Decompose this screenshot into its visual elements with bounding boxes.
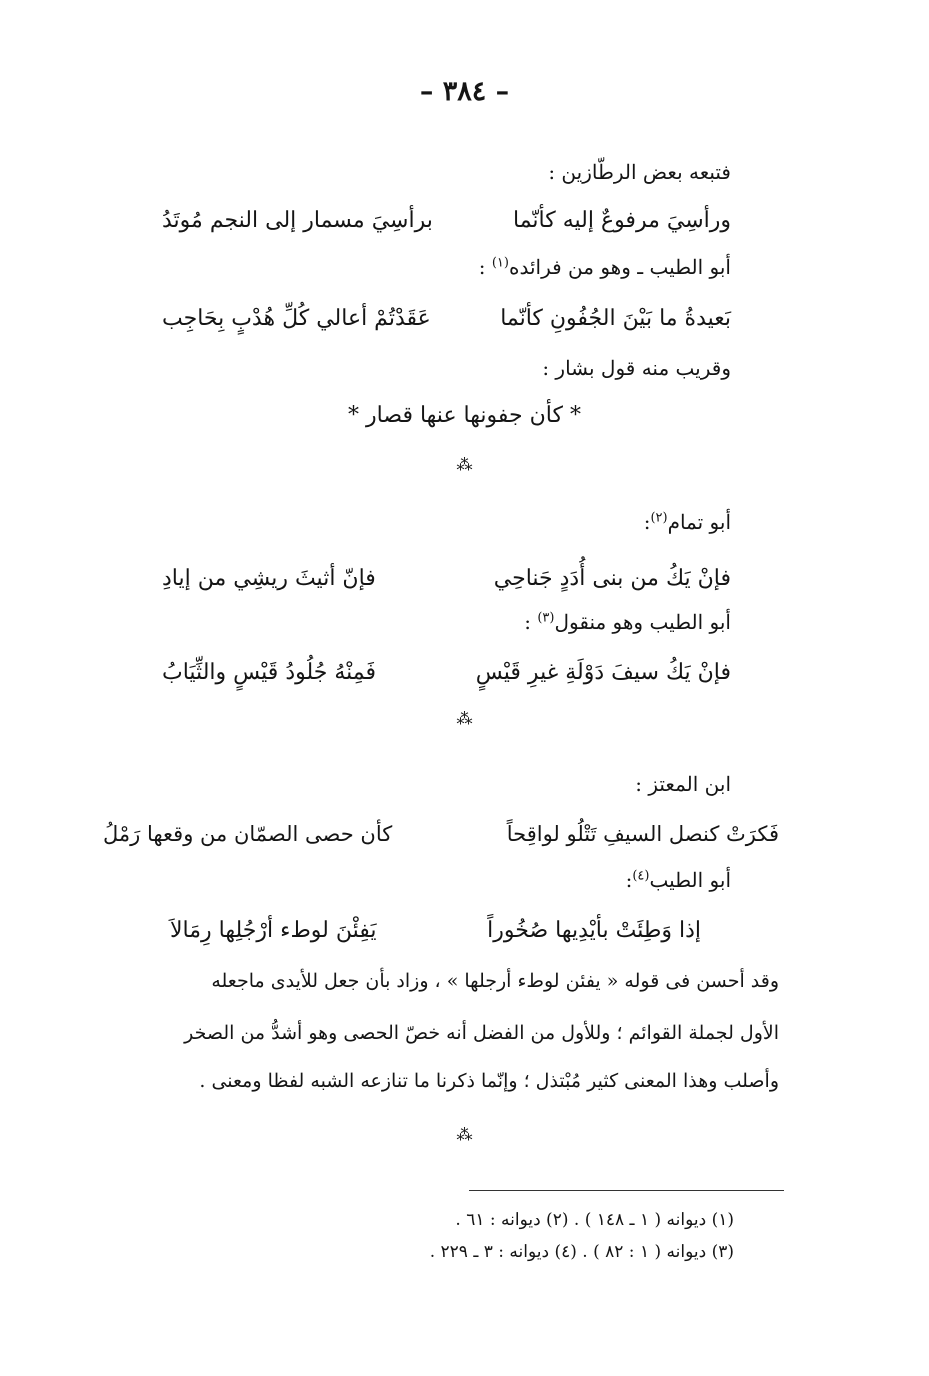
verse-first-hemistich: فَكرَتْ كنصل السيفِ تَتْلُو لواقِحاً [506, 822, 779, 846]
intro-line [644, 510, 731, 534]
intro-colon: : [625, 868, 633, 892]
page-number: – ٣٨٤ – [419, 76, 510, 107]
verse-first-hemistich: فإنْ يَكُ من بنى أُدَدٍ جَناحِي [493, 566, 731, 591]
intro-colon: : [643, 510, 651, 534]
prose-line: الأول لجملة القوائم ؛ وللأول من الفضل أنه خصّ الحصى وهو أشدُّ من الصخر [184, 1022, 779, 1044]
intro-text: أبو الطيب وهو منقول [554, 610, 731, 634]
verse-second-hemistich: فإنّ أثيثَ ريشِي من إيادِ [162, 566, 376, 591]
intro-text: أبو الطيب ـ وهو من فرائده [508, 255, 731, 279]
section-divider-stars: ⁂ [456, 455, 473, 474]
intro-line: فتبعه بعض الرطّازين : [548, 160, 731, 184]
verse-second-hemistich: عَقَدْتُمْ أعالي كُلِّ هُدْبٍ بِحَاجِب [162, 306, 431, 331]
footnote-ref: (٢) [650, 510, 668, 526]
verse-second-hemistich: فَمِنْهُ جُلُودُ قَيْسٍ والثِّيَابُ [162, 660, 377, 685]
verse-first-hemistich: إذا وَطِئَتْ بأيْدِيها صُخُوراً [487, 918, 701, 943]
verse-first-hemistich: فإنْ يَكُ سيفَ دَوْلَةِ غيرِ قَيْسٍ [475, 660, 731, 685]
verse-hemistich: * كأن جفونها عنها قصار * [348, 403, 581, 428]
intro-line [524, 610, 731, 634]
verse-first-hemistich: ورأسِيَ مرفوعٌ إليه كأنّما [512, 208, 731, 233]
intro-line [626, 868, 731, 892]
footnote-ref: (٣) [537, 610, 555, 626]
intro-line: وقريب منه قول بشار : [542, 356, 731, 380]
intro-text: أبو تمام [667, 510, 731, 534]
prose-line: وقد أحسن فى قوله « يفئن لوطء أرجلها » ، وزاد بأن جعل للأيدى ماجعله [211, 970, 779, 992]
intro-colon: : [478, 255, 492, 279]
footnote-ref: (١) [491, 255, 509, 271]
intro-line [479, 255, 731, 279]
verse-second-hemistich: كأن حصى الصمّان من وقعها رَمْلُ [103, 822, 393, 846]
intro-text: أبو الطيب [649, 868, 731, 892]
footnote-line: (١) ديوانه ( ١ ـ ١٤٨ ) . (٢) ديوانه : ٦١ . [455, 1210, 734, 1230]
verse-second-hemistich: برأسِيَ مسمار إلى النجم مُوتَدُ [162, 208, 433, 233]
footnote-ref: (٤) [632, 868, 650, 884]
intro-colon: : [524, 610, 538, 634]
intro-line: ابن المعتز : [635, 772, 731, 796]
verse-first-hemistich: بَعيدةُ ما بَيْنَ الجُفُونِ كأنّما [500, 306, 731, 331]
section-divider-stars: ⁂ [456, 709, 473, 728]
prose-line: وأصلب وهذا المعنى كثير مُبْتذل ؛ وإنّما ذكرنا ما تنازعه الشبه لفظا ومعنى . [199, 1070, 779, 1092]
section-divider-stars: ⁂ [456, 1125, 473, 1144]
footnote-rule [469, 1190, 784, 1191]
footnote-line: (٣) ديوانه ( ١ : ٨٢ ) . (٤) ديوانه : ٣ ـ ٢٢٩ . [429, 1242, 734, 1262]
verse-second-hemistich: يَفِئْنَ لوطء أرْجُلِها رِمَالاَ [170, 918, 377, 943]
